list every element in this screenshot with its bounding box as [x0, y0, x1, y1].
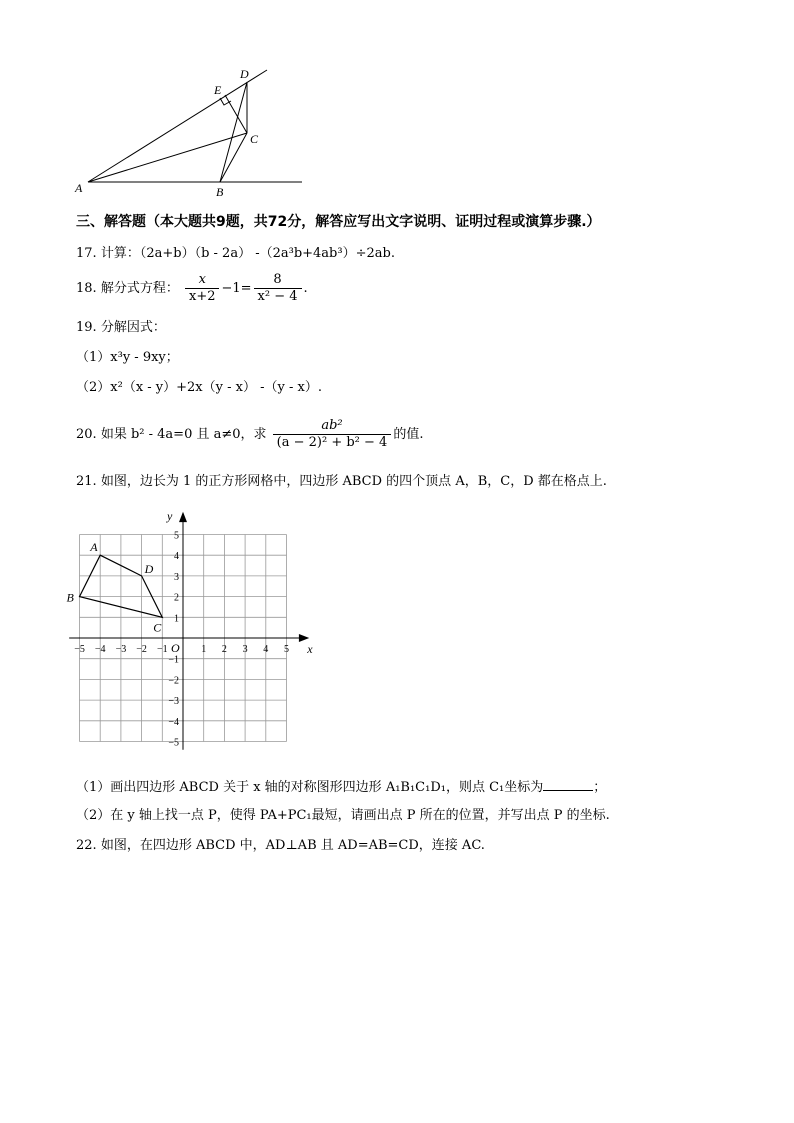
label-E: E	[214, 83, 222, 97]
q18-fraction-1	[185, 272, 220, 305]
y-tick-label: −4	[168, 716, 179, 728]
coordinate-grid-figure	[66, 506, 338, 756]
question-21	[76, 474, 607, 490]
q21-part-1	[76, 778, 606, 796]
x-tick-label: −1	[156, 644, 168, 655]
label-D: D	[240, 67, 249, 81]
q20-frac-num: ab²	[273, 418, 392, 435]
x-tick-label: −5	[74, 644, 85, 655]
right-angle-mark	[220, 98, 231, 105]
segment-ac	[88, 133, 247, 182]
q21-number: 21.	[76, 474, 97, 489]
x-axis-label: x	[307, 642, 313, 656]
q20-fraction	[273, 418, 392, 451]
q19-text: 分解因式：	[100, 320, 166, 335]
x-tick-label: 3	[242, 644, 248, 655]
answer-blank[interactable]	[543, 778, 593, 791]
y-tick-label: 2	[174, 592, 179, 604]
q19-part-1: （1）x³y - 9xy；	[76, 350, 179, 365]
q21-part1-end: ；	[593, 780, 607, 795]
question-22	[76, 838, 485, 854]
q18-suffix: .	[303, 281, 308, 296]
y-tick-label: 1	[174, 613, 179, 625]
y-tick-label: −2	[168, 675, 179, 687]
q18-frac2-den: x² − 4	[257, 289, 298, 304]
q18-fraction-2	[254, 272, 302, 305]
question-20	[76, 418, 423, 451]
x-tick-label: −2	[136, 644, 147, 655]
question-19	[76, 320, 166, 336]
y-tick-label: −5	[168, 737, 179, 749]
x-tick-label: −4	[94, 644, 106, 655]
geometry-figure	[70, 66, 310, 200]
q18-frac1-num: x	[185, 272, 220, 289]
x-tick-label: 5	[284, 644, 289, 655]
segment-ec	[225, 95, 247, 133]
q18-prefix: 解分式方程：	[100, 281, 179, 296]
vertex-label-b: B	[66, 590, 74, 605]
y-tick-label: 5	[174, 530, 179, 542]
x-tick-label: 2	[221, 644, 227, 655]
q21-text: 如图，边长为 1 的正方形网格中，四边形 ABCD 的四个顶点 A，B，C，D 都在格点上.	[100, 474, 607, 489]
label-C: C	[250, 132, 259, 146]
vertex-label-d: D	[144, 561, 154, 576]
q20-number: 20.	[76, 427, 97, 442]
q18-middle: −1=	[221, 281, 252, 296]
q18-frac1-den: x+2	[188, 289, 216, 304]
q17-number: 17.	[76, 246, 97, 261]
q20-prefix: 如果 b² - 4a=0 且 a≠0，求	[100, 427, 267, 442]
y-tick-label: −1	[168, 654, 179, 666]
q17-text: 计算：（2a+b）（b - 2a） -（2a³b+4ab³）÷2ab.	[100, 246, 395, 261]
q21-part1-text: （1）画出四边形 ABCD 关于 x 轴的对称图形四边形 A₁B₁C₁D₁，则点 C₁坐标为	[76, 780, 544, 795]
y-axis-arrow-icon	[179, 512, 187, 522]
section-heading: 三、解答题（本大题共9题，共72分，解答应写出文字说明、证明过程或演算步骤.）	[76, 214, 601, 230]
question-18	[76, 272, 308, 305]
q21-part-2: （2）在 y 轴上找一点 P，使得 PA+PC₁最短，请画出点 P 所在的位置，并写出点 P 的坐标.	[76, 808, 610, 823]
q19-part-2: （2）x²（x - y）+2x（y - x） -（y - x）.	[76, 380, 322, 395]
q18-frac2-num: 8	[254, 272, 302, 289]
label-B: B	[216, 185, 224, 199]
q20-frac-den: (a − 2)² + b² − 4	[276, 435, 388, 450]
y-tick-label: −3	[168, 696, 179, 708]
q22-text: 如图，在四边形 ABCD 中，AD⊥AB 且 AD=AB=CD，连接 AC.	[100, 838, 485, 853]
x-tick-label: 1	[201, 644, 207, 655]
q19-number: 19.	[76, 320, 97, 335]
y-tick-label: 3	[174, 571, 179, 583]
y-tick-label: 4	[174, 551, 179, 563]
x-tick-label: 4	[263, 644, 269, 655]
q22-number: 22.	[76, 838, 97, 853]
q18-number: 18.	[76, 281, 97, 296]
y-axis-label: y	[167, 509, 173, 524]
x-axis-arrow-icon	[299, 634, 309, 642]
line-ad-ray	[88, 70, 267, 182]
label-A: A	[75, 181, 83, 195]
x-tick-label: −3	[115, 644, 127, 655]
q20-suffix: 的值.	[393, 427, 424, 442]
vertex-label-c: C	[153, 620, 162, 635]
origin-label: O	[171, 641, 180, 655]
vertex-label-a: A	[90, 540, 98, 555]
question-17	[76, 246, 395, 262]
